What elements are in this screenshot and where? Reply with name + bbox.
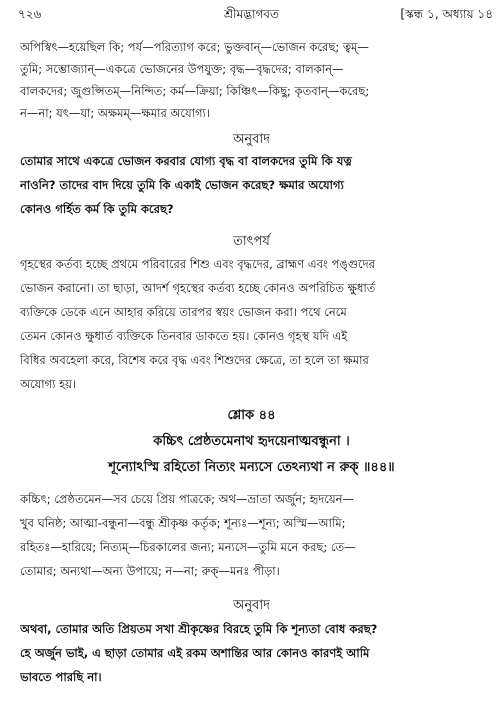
synonym-line: অপিস্বিৎ—হয়েছিল কি; পর্য—পরিত্যাগ করে; ভুক্তবান্‌—ভোজন করেছ; ত্বম্‌— bbox=[20, 40, 369, 54]
verse-line: শূন্যোঽস্মি রহিতো নিত্যং মন্যসে তেঽন্যথা ন রুক্‌ ॥৪৪॥ bbox=[108, 460, 395, 475]
page-number: ৭২৬ bbox=[18, 7, 42, 21]
purport-line: অযোগ্য হয়। bbox=[20, 377, 76, 391]
synonym-line: খুব ঘনিষ্ঠ; আত্মা-বন্ধুনা—বন্ধু শ্রীকৃষ্ণ কর্তৃক; শূন্যঃ—শূন্য; অস্মি—আমি; bbox=[20, 516, 346, 530]
translation-line: নাওনি? তাদের বাদ দিয়ে তুমি কি একাই ভোজন করেছ? ক্ষমার অযোগ্য bbox=[20, 178, 344, 192]
purport-line: তেমন কোনও ক্ষুধার্ত ব্যক্তিকে তিনবার ডাকতে হয়। কোনও গৃহস্থ যদি এই bbox=[20, 329, 348, 343]
purport-heading: তাৎপর্য bbox=[233, 234, 270, 249]
translation-heading: অনুবাদ bbox=[233, 598, 270, 613]
purport-line: ভোজন করানো। তা ছাড়া, আদর্শ গৃহস্থের কর্তব্য হচ্ছে কোনও অপরিচিত ক্ষুধার্ত bbox=[20, 281, 376, 295]
translation-heading: অনুবাদ bbox=[233, 132, 270, 147]
translation-line: ভাবতে পারছি না। bbox=[20, 670, 102, 684]
book-title: শ্রীমদ্ভাগবত bbox=[223, 7, 279, 21]
synonym-line: কচ্চিৎ; প্রেষ্ঠতমেন—সব চেয়ে প্রিয় পাত্রকে; অথ—ভ্রাতা অর্জুন; হৃদয়েন— bbox=[20, 492, 355, 506]
verse-line: কচ্চিৎ প্রেষ্ঠতমেনাথ হৃদয়েনাত্মবন্ধুনা । bbox=[153, 434, 350, 449]
synonym-line: বালকদের; জুগুপ্সিতম্‌—নিন্দিত; কর্ম—ক্রিয়া; কিঞ্চিৎ—কিছু; কৃতবান্‌—করেছ; bbox=[20, 84, 370, 98]
synonym-line: তোমার; অন্যথা—অন্য উপায়ে; ন—না; রুক্‌—মনঃ পীড়া। bbox=[20, 564, 280, 578]
synonym-line: ন—না; যৎ—যা; অক্ষমম্‌—ক্ষমার অযোগ্য। bbox=[20, 106, 210, 120]
verse-heading: শ্লোক ৪৪ bbox=[227, 408, 276, 423]
purport-line: ব্যক্তিকে ডেকে এনে আহার করিয়ে তারপর স্বয়ং ভোজন করা। পথে নেমে bbox=[20, 305, 347, 319]
purport-line: গৃহস্থের কর্তব্য হচ্ছে প্রথমে পরিবারের শিশু এবং বৃদ্ধদের, ব্রাহ্মণ এবং পঙ্গুদের bbox=[20, 257, 376, 271]
synonym-line: রহিতঃ—হারিয়ে; নিত্যম্‌—চিরকালের জন্য; মন্যসে—তুমি মনে করছ; তে— bbox=[20, 540, 356, 554]
translation-line: কোনও গর্হিত কর্ম কি তুমি করেছ? bbox=[20, 202, 174, 216]
translation-line: তোমার সাথে একত্রে ভোজন করবার যোগ্য বৃদ্ধ বা বালকদের তুমি কি যত্ন bbox=[20, 154, 352, 168]
translation-line: হে অর্জুন ভাই, এ ছাড়া তোমার এই রকম অশান্তির আর কোনও কারণই আমি bbox=[20, 646, 370, 660]
section-label: [স্কন্ধ ১, অধ্যায় ১৪ bbox=[400, 7, 493, 21]
translation-line: অথবা, তোমার অতি প্রিয়তম সখা শ্রীকৃষ্ণের বিরহে তুমি কি শূন্যতা বোধ করছ? bbox=[20, 622, 378, 636]
purport-line: বিধির অবহেলা করে, বিশেষ করে বৃদ্ধ এবং শিশুদের ক্ষেত্রে, তা হলে তা ক্ষমার bbox=[20, 353, 369, 367]
synonym-line: তুমি; সম্ভোজ্যান্‌—একত্রে ভোজনের উপযুক্ত; বৃদ্ধ—বৃদ্ধদের; বালকান্‌— bbox=[20, 62, 344, 76]
